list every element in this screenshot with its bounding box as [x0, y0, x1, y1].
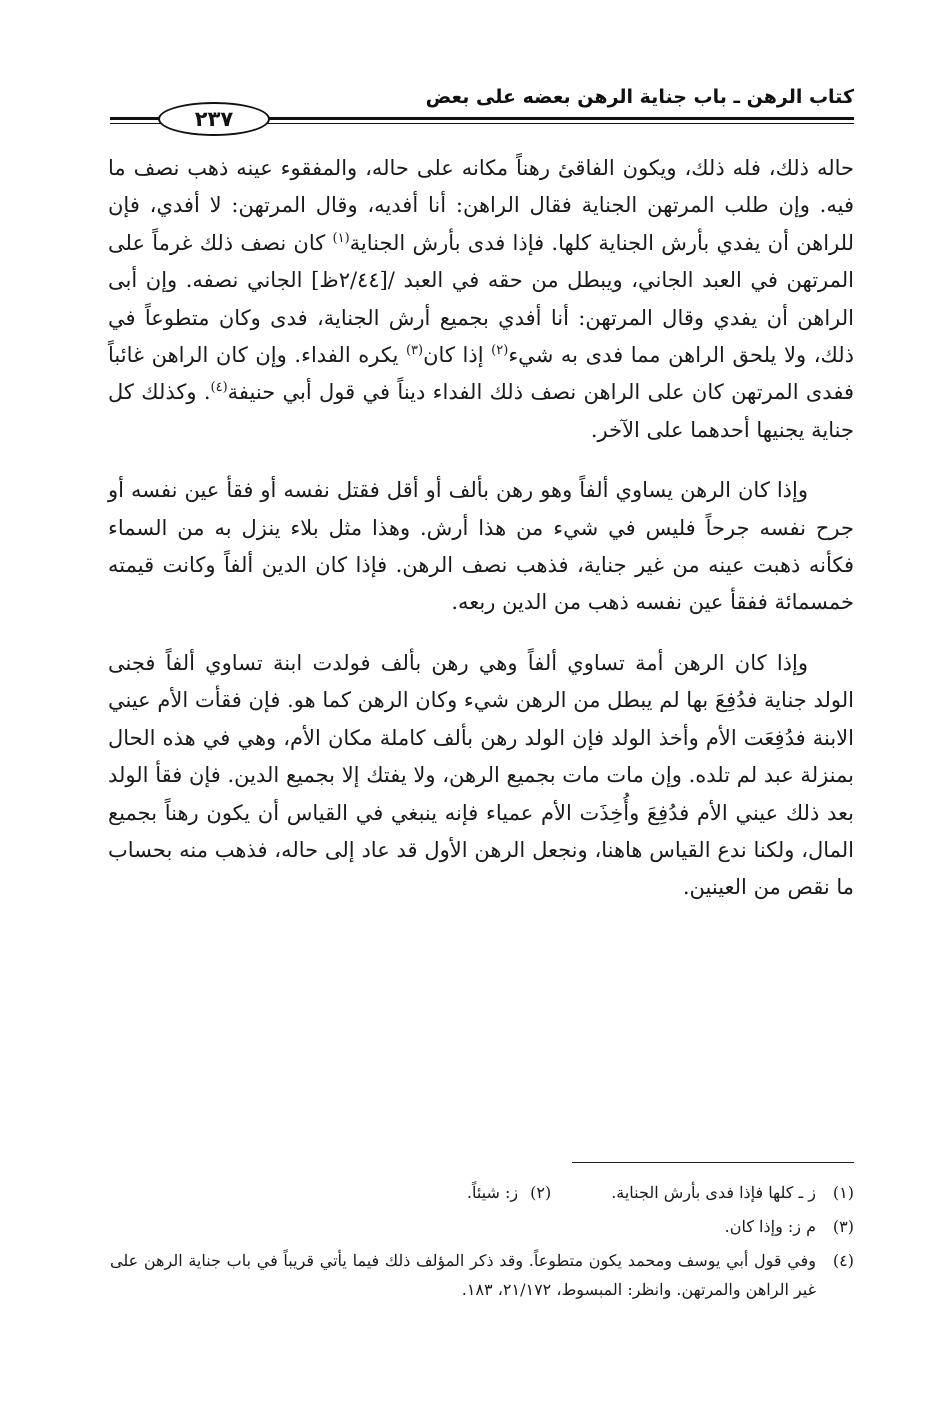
- footnote-number: (٢): [530, 1183, 552, 1202]
- footnote-text: وفي قول أبي يوسف ومحمد يكون متطوعاً. وقد ذكر المؤلف ذلك فيما يأتي قريباً في باب جناية الرهن على غير الراهن والمرتهن. وانظر: المبسوط، ٢١/١٧٢، ١٨٣.: [110, 1251, 816, 1299]
- paragraph-1-text-e: . وكذلك كل جناية يجنيها أحدهما على الآخر.: [108, 380, 854, 442]
- page-header: [110, 80, 854, 132]
- footnote-ref-4: (٤): [210, 380, 228, 396]
- footnote-row-1-2: [110, 1178, 854, 1207]
- footnote-number: (٣): [832, 1217, 854, 1236]
- footnote-ref-1: (١): [332, 230, 350, 246]
- paragraph-1-text-a: حاله ذلك، فله ذلك، ويكون الفاقئ رهناً مكانه على حاله، والمفقوء عينه ذهب نصف ما فيه. وإن طلب المرتهن الجناية فقال الراهن: أنا أفديه، وقال المرتهن: لا أفدي، فإن للراهن أن يفدي بأرش الجناية كلها. فإذا فدى بأرش الجناية: [108, 156, 854, 255]
- paragraph-1-text-b: كان نصف ذلك غرماً على المرتهن في العبد الجاني، ويبطل من حقه في العبد /[٢/٤٤ظ] الجاني نصفه. وإن أبى الراهن أن يفدي وقال المرتهن: أنا أفدي بجميع أرش الجناية، فدى وكان متطوعاً في ذلك، ولا يلحق الراهن مما فدى به شيء: [108, 230, 854, 368]
- page-number-oval: ٢٣٧: [158, 102, 270, 136]
- footnote-ref-2: (٢): [491, 343, 509, 359]
- footnote-ref-3: (٣): [405, 343, 424, 359]
- footnote-row-4: [110, 1246, 854, 1304]
- footnote-text: ز ـ كلها فإذا فدى بأرش الجناية.: [611, 1183, 816, 1202]
- paragraph-1-text-d: يكره الفداء. وإن كان الراهن غائباً ففدى المرتهن كان على الراهن نصف ذلك الفداء ديناً في قول أبي حنيفة: [108, 343, 854, 405]
- main-text: [108, 150, 854, 907]
- footnote-number: (١): [832, 1183, 854, 1202]
- footnote-text: م ز: وإذا كان.: [724, 1217, 816, 1236]
- paragraph-3: وإذا كان الرهن أمة تساوي ألفاً وهي رهن بألف فولدت ابنة تساوي ألفاً فجنى الولد جناية فدُفِعَ بها لم يبطل من الرهن شيء وكان الرهن كما هو. فإن فقأت الأم عيني الابنة فدُفِعَت الأم وأخذ الولد فإن الولد رهن بألف كاملة مكان الأم، وهي في هذه الحال بمنزلة عبد لم تلده. وإن مات مات بجميع الرهن، ولا يفتك إلا بجميع الدين. فإن فقأ الولد بعد ذلك عيني الأم فدُفِعَ وأُخِذَت الأم عمياء فإنه ينبغي في القياس أن يكون رهناً بجميع المال، ولكنا ندع القياس هاهنا، ونجعل الرهن الأول قد عاد إلى حاله، فذهب منه بحساب ما نقص من العينين.: [108, 650, 854, 900]
- footnotes: [110, 1178, 854, 1309]
- paragraph-2: وإذا كان الرهن يساوي ألفاً وهو رهن بألف أو أقل فقتل نفسه أو فقأ عين نفسه أو جرح نفسه جرحاً فليس في شيء من هذا أرش. وهذا مثل بلاء ينزل به من السماء فكأنه ذهبت عينه من غير جناية، فذهب نصف الرهن. فإذا كان الدين ألفاً وكانت قيمته خمسمائة ففقأ عين نفسه ذهب من الدين ربعه.: [108, 478, 854, 615]
- footnote-number: (٤): [832, 1251, 854, 1270]
- footnote-separator: [572, 1162, 854, 1163]
- running-title: كتاب الرهن ـ باب جناية الرهن بعضه على بعض: [425, 86, 854, 108]
- footnote-text: ز: شيئاً.: [466, 1183, 519, 1202]
- paragraph-1-text-c: إذا كان: [423, 343, 492, 368]
- footnote-row-3: [110, 1212, 854, 1241]
- paragraph-1: [108, 150, 854, 449]
